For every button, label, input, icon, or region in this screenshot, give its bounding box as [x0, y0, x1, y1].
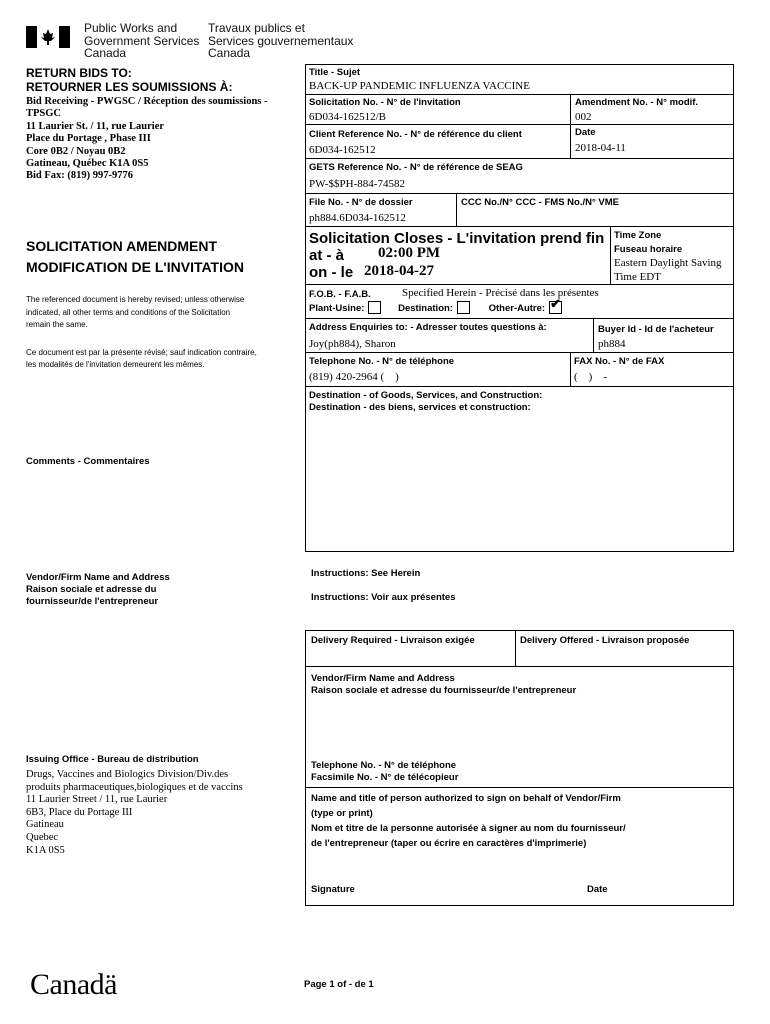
return-bids-line: Place du Portage , Phase III [26, 133, 151, 145]
issuing-office-line: Drugs, Vaccines and Biologics Division/Div.des [26, 769, 229, 780]
return-bids-title-fr: RETOURNER LES SOUMISSIONS À: [26, 80, 233, 94]
amendment-no-label: Amendment No. - N° modif. [575, 97, 699, 108]
vendor-address-label: Raison sociale et adresse du fournisseur/de l'entrepreneur [311, 685, 577, 696]
buyer-id-value: ph884 [598, 338, 626, 350]
dept-name-en-2: Government Services [84, 33, 200, 48]
destination-checkbox[interactable] [457, 301, 470, 314]
client-ref-label: Client Reference No. - N° de référence du client [309, 129, 522, 140]
return-bids-line: Gatineau, Québec K1A 0S5 [26, 158, 149, 170]
date-label: Date [575, 127, 596, 138]
time-zone-label: Fuseau horaire [614, 244, 683, 255]
amendment-title-fr: MODIFICATION DE L'INVITATION [26, 259, 244, 275]
amendment-title-en: SOLICITATION AMENDMENT [26, 238, 218, 254]
amendment-text-fr: les modalités de l'invitation demeurent les mêmes. [26, 360, 205, 370]
amendment-text-fr: Ce document est par la présente révisé; sauf indication contraire, [26, 347, 257, 357]
title-value: BACK-UP PANDEMIC INFLUENZA VACCINE [309, 80, 530, 92]
dept-name-fr-3: Canada [208, 46, 251, 60]
issuing-office-line: K1A 0S5 [26, 844, 65, 856]
issuing-office-line: Quebec [26, 831, 59, 843]
return-bids-line: 11 Laurier St. / 11, rue Laurier [26, 120, 165, 132]
time-zone-label: Time Zone [614, 230, 662, 241]
amendment-text-en: indicated, all other terms and conditions of the Solicitation [26, 307, 231, 317]
dept-name-fr-2: Services gouvernementaux [208, 33, 354, 48]
vendor-name-label: Raison sociale et adresse du [26, 584, 157, 595]
amendment-text-en: The referenced document is hereby revised; unless otherwise [26, 295, 245, 304]
telephone-value: (819) 420-2964 ( ) [309, 371, 399, 383]
issuing-office-section [26, 754, 296, 857]
address-enquiries-value: Joy(ph884), Sharon [309, 338, 396, 350]
delivery-offered-label: Delivery Offered - Livraison proposée [520, 635, 690, 646]
destination-goods-label: Destination - des biens, services et construction: [309, 402, 531, 413]
dept-name-en-3: Canada [84, 46, 127, 60]
telephone-label: Telephone No. - N° de téléphone [309, 356, 455, 367]
comments-label: Comments - Commentaires [26, 456, 150, 467]
canada-flag-icon [26, 26, 70, 48]
closing-time-value: 02:00 PM [378, 245, 441, 261]
title-label: Title - Sujet [309, 67, 361, 78]
destination-checkbox-label: Destination: [398, 303, 453, 315]
fob-options [309, 302, 566, 315]
buyer-id-label: Buyer Id - Id de l'acheteur [598, 324, 714, 335]
time-zone-value: Time EDT [614, 270, 661, 283]
date-value: 2018-04-11 [575, 142, 626, 154]
amendment-section [26, 236, 296, 372]
authorized-person-label: Nom et titre de la personne autorisée à signer au nom du fournisseur/ [311, 823, 626, 834]
government-header [26, 22, 366, 64]
issuing-office-line: Gatineau [26, 819, 64, 831]
return-bids-section [26, 66, 296, 183]
closing-date-value: 2018-04-27 [364, 263, 434, 279]
delivery-required-label: Delivery Required - Livraison exigée [311, 635, 475, 646]
issuing-office-label: Issuing Office - Bureau de distribution [26, 754, 199, 765]
vendor-facsimile-label: Facsimile No. - N° de télécopieur [311, 772, 459, 783]
gets-ref-label: GETS Reference No. - N° de référence de SEAG [309, 162, 523, 173]
solicitation-closes-label: Solicitation Closes - L'invitation prend fin [309, 230, 605, 247]
solicitation-no-value: 6D034-162512/B [309, 111, 386, 123]
fax-value: ( ) - [574, 371, 607, 383]
signature-date-label: Date [587, 884, 608, 895]
authorized-person-label: (type or print) [311, 808, 373, 819]
dept-name-fr-1: Travaux publics et [208, 21, 305, 35]
authorized-person-label: Name and title of person authorized to sign on behalf of Vendor/Firm [311, 793, 621, 804]
closes-at-label: at - à [309, 247, 345, 264]
vendor-telephone-label: Telephone No. - N° de téléphone [311, 760, 457, 771]
page-number: Page 1 of - de 1 [304, 979, 374, 990]
dept-name-en-1: Public Works and [84, 21, 178, 35]
canada-wordmark: Canadä [30, 968, 117, 1001]
destination-goods-label: Destination - of Goods, Services, and Construction: [309, 390, 543, 401]
return-bids-line: Bid Fax: (819) 997-9776 [26, 170, 134, 182]
client-ref-value: 6D034-162512 [309, 144, 376, 156]
solicitation-no-label: Solicitation No. - N° de l'invitation [309, 97, 461, 108]
instructions-fr: Instructions: Voir aux présentes [311, 592, 456, 603]
fob-label: F.O.B. - F.A.B. [309, 289, 371, 300]
closes-on-label: on - le [309, 264, 354, 281]
other-autre-checkbox[interactable] [549, 301, 562, 314]
time-zone-value: Eastern Daylight Saving [614, 257, 722, 269]
issuing-office-line: 6B3, Place du Portage III [26, 806, 133, 818]
vendor-name-label: Vendor/Firm Name and Address [26, 572, 170, 583]
file-no-label: File No. - N° de dossier [309, 197, 413, 208]
file-no-value: ph884.6D034-162512 [309, 212, 406, 224]
vendor-name-label: fournisseur/de l'entrepreneur [26, 596, 159, 607]
return-bids-line: Bid Receiving - PWGSC / Réception des soumissions - [26, 96, 268, 107]
ccc-no-label: CCC No./N° CCC - FMS No./N° VME [461, 197, 620, 208]
plant-usine-label: Plant-Usine: [309, 303, 365, 315]
signature-label: Signature [311, 884, 355, 895]
issuing-office-line: produits pharmaceutiques,biologiques et de vaccins [26, 781, 243, 793]
return-bids-title-en: RETURN BIDS TO: [26, 66, 132, 80]
return-bids-line: Core 0B2 / Noyau 0B2 [26, 145, 126, 157]
issuing-office-line: 11 Laurier Street / 11, rue Laurier [26, 794, 168, 806]
amendment-no-value: 002 [575, 111, 592, 123]
address-enquiries-label: Address Enquiries to: - Adresser toutes questions à: [309, 322, 547, 333]
amendment-text-en: remain the same. [26, 320, 88, 330]
fob-value: Specified Herein - Précisé dans les présentes [402, 287, 599, 299]
return-bids-line: TPSGC [26, 108, 62, 120]
fax-label: FAX No. - N° de FAX [574, 356, 665, 367]
plant-usine-checkbox[interactable] [368, 301, 381, 314]
instructions-en: Instructions: See Herein [311, 568, 421, 579]
gets-ref-value: PW-$$PH-884-74582 [309, 178, 405, 190]
vendor-address-label: Vendor/Firm Name and Address [311, 673, 455, 684]
authorized-person-label: de l'entrepreneur (taper ou écrire en caractères d'imprimerie) [311, 838, 587, 849]
other-autre-label: Other-Autre: [488, 303, 546, 315]
